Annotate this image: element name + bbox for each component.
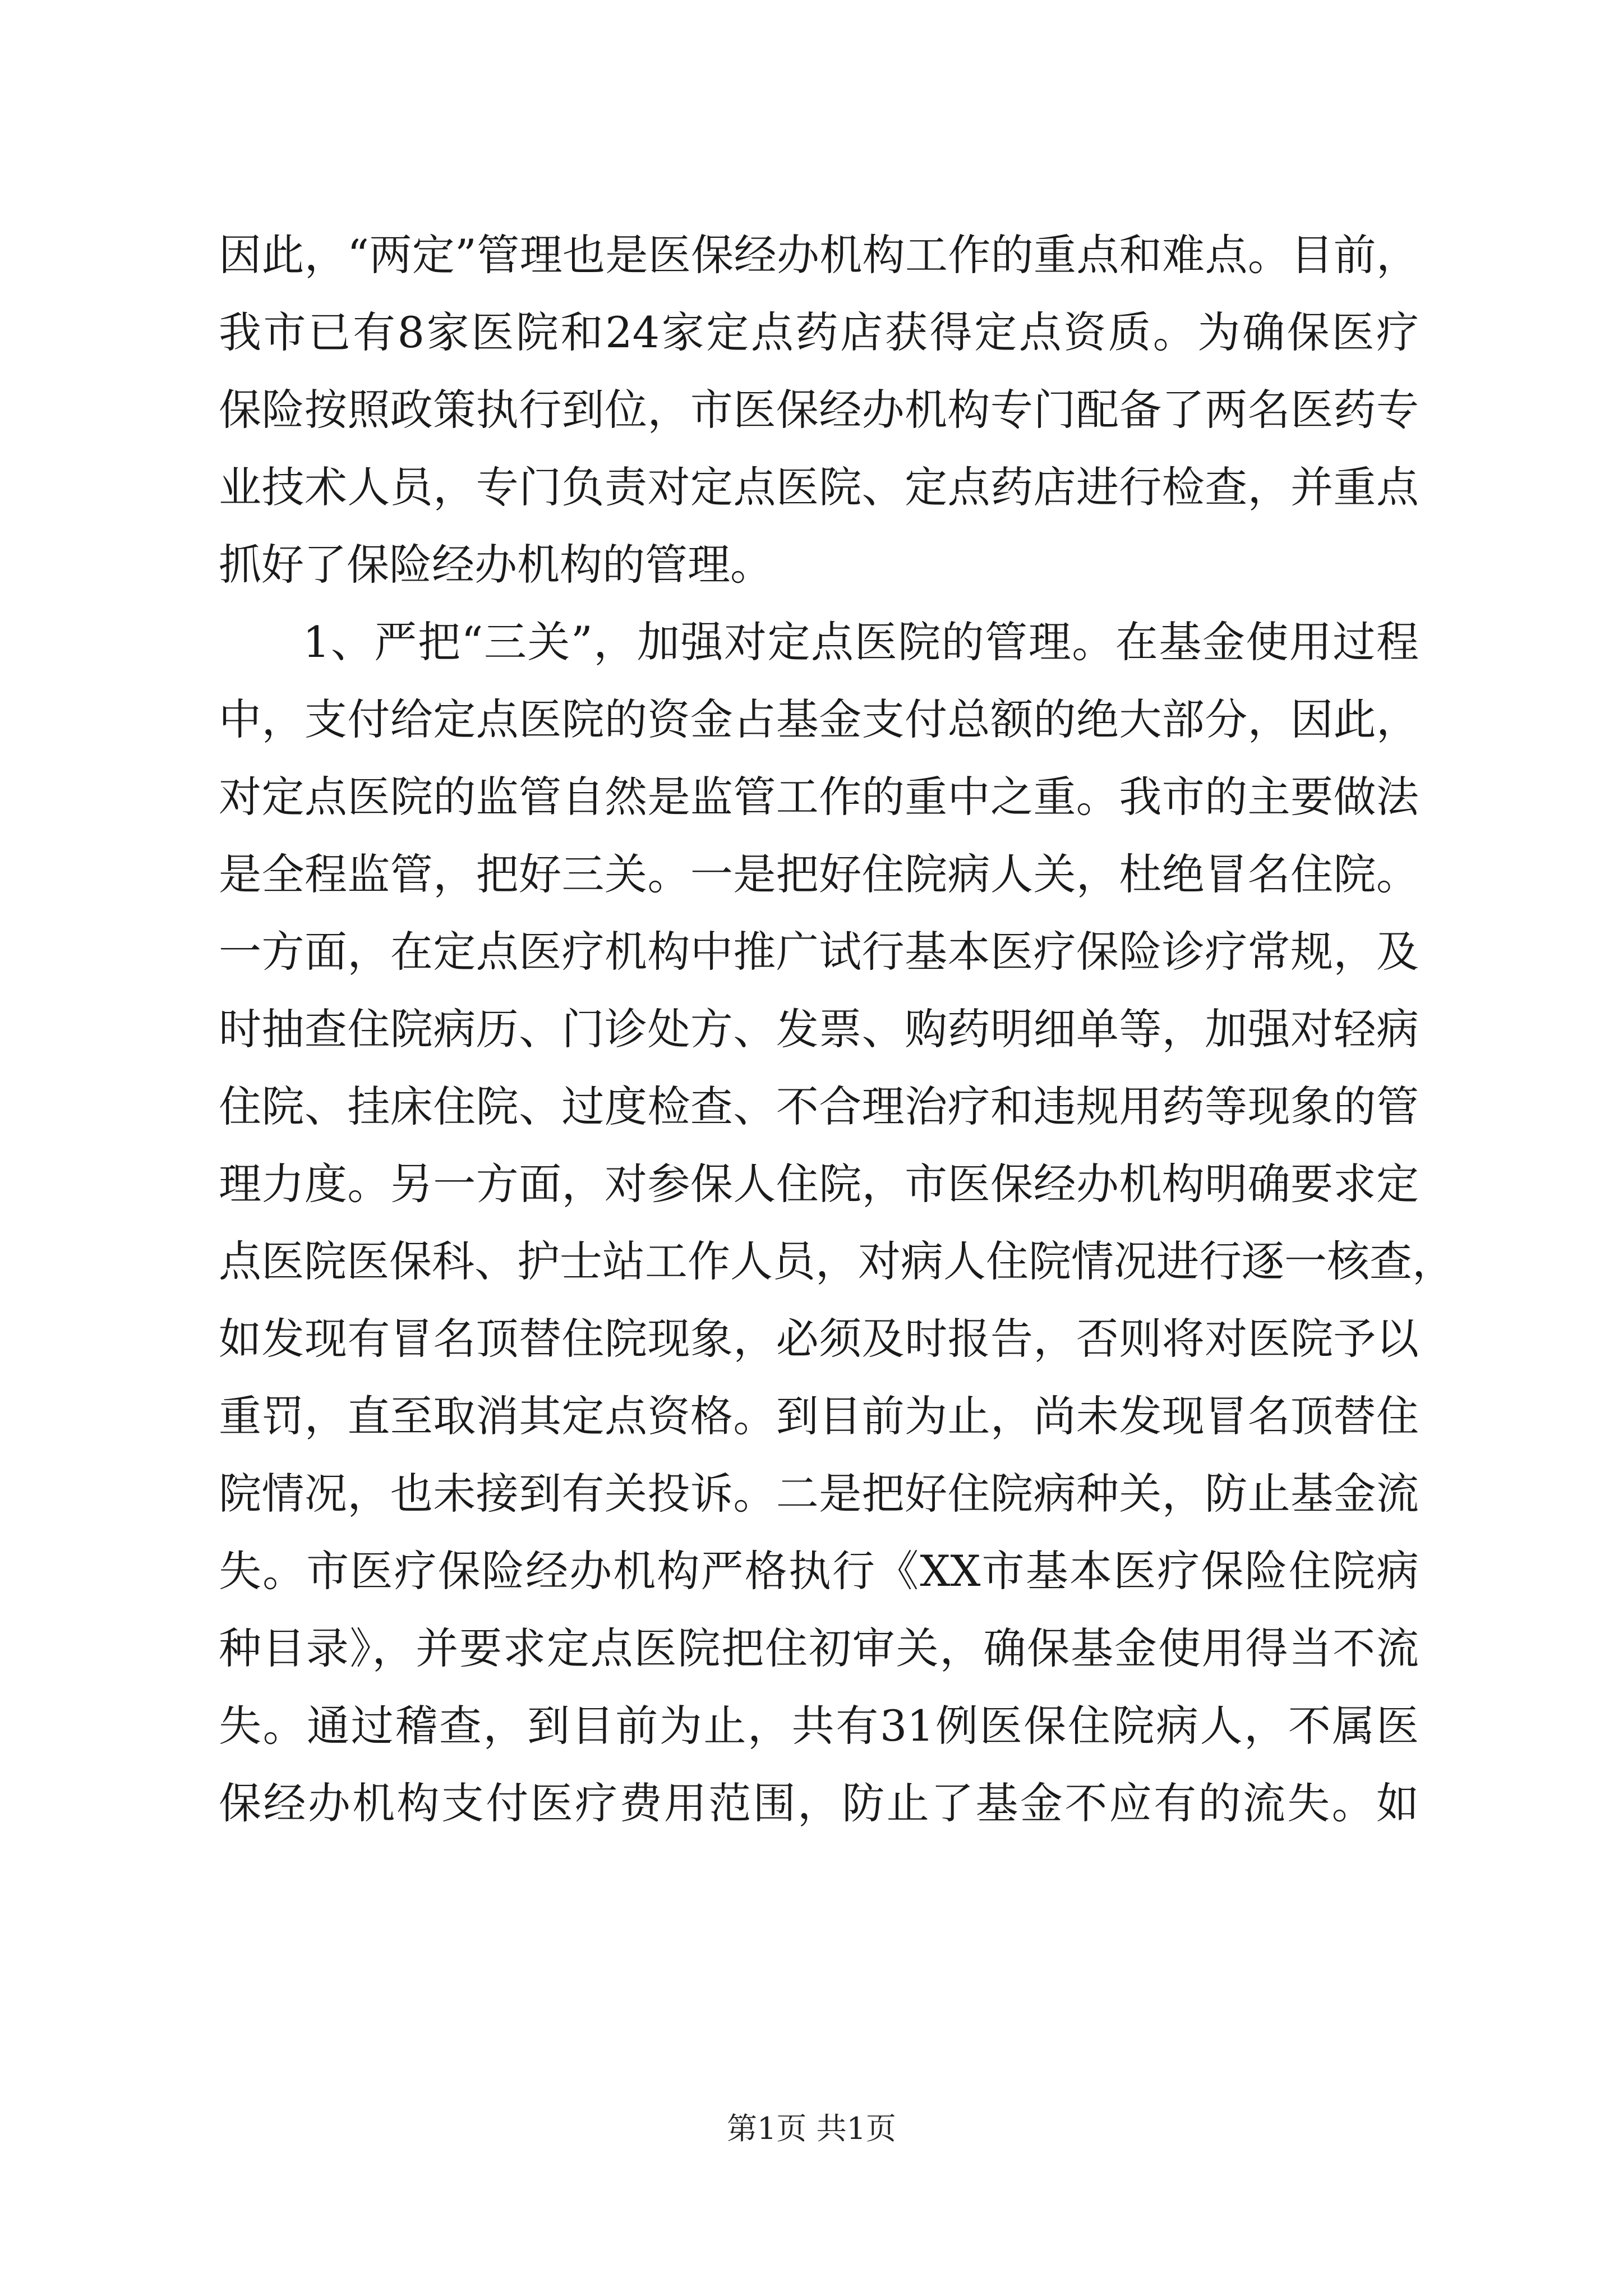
text-line: 对定点医院的监管自然是监管工作的重中之重。我市的主要做法 (219, 772, 1419, 822)
text-line: 保险按照政策执行到位，市医保经办机构专门配备了两名医药专 (219, 385, 1419, 435)
text-line: 保经办机构支付医疗费用范围，防止了基金不应有的流失。如 (219, 1778, 1419, 1828)
text-line: 我市已有8家医院和24家定点药店获得定点资质。为确保医疗 (219, 307, 1419, 357)
text-line: 点医院医保科、护士站工作人员，对病人住院情况进行逐一核查， (219, 1236, 1455, 1286)
text-line: 因此，“两定”管理也是医保经办机构工作的重点和难点。目前， (219, 230, 1419, 280)
text-line: 1、严把“三关”，加强对定点医院的管理。在基金使用过程 (303, 617, 1419, 667)
page-footer: 第1页 共1页 (727, 2111, 896, 2146)
text-line: 如发现有冒名顶替住院现象，必须及时报告，否则将对医院予以 (219, 1314, 1419, 1364)
text-line: 院情况，也未接到有关投诉。二是把好住院病种关，防止基金流 (219, 1469, 1419, 1519)
text-line: 失。通过稽查，到目前为止，共有31例医保住院病人，不属医 (219, 1701, 1419, 1751)
text-line: 住院、挂床住院、过度检查、不合理治疗和违规用药等现象的管 (219, 1082, 1419, 1131)
text-line: 抓好了保险经办机构的管理。 (219, 540, 773, 590)
text-line: 业技术人员，专门负责对定点医院、定点药店进行检查，并重点 (219, 462, 1419, 512)
text-line: 理力度。另一方面，对参保人住院，市医保经办机构明确要求定 (219, 1159, 1419, 1209)
text-line: 一方面，在定点医疗机构中推广试行基本医疗保险诊疗常规，及 (219, 927, 1419, 977)
text-line: 重罚，直至取消其定点资格。到目前为止，尚未发现冒名顶替住 (219, 1391, 1419, 1441)
text-line: 中，支付给定点医院的资金占基金支付总额的绝大部分，因此， (219, 694, 1419, 744)
text-line: 是全程监管，把好三关。一是把好住院病人关，杜绝冒名住院。 (219, 849, 1419, 899)
text-line: 种目录》，并要求定点医院把住初审关，确保基金使用得当不流 (219, 1623, 1419, 1673)
text-line: 失。市医疗保险经办机构严格执行《XX市基本医疗保险住院病 (219, 1546, 1419, 1596)
text-line: 时抽查住院病历、门诊处方、发票、购药明细单等，加强对轻病 (219, 1004, 1419, 1054)
